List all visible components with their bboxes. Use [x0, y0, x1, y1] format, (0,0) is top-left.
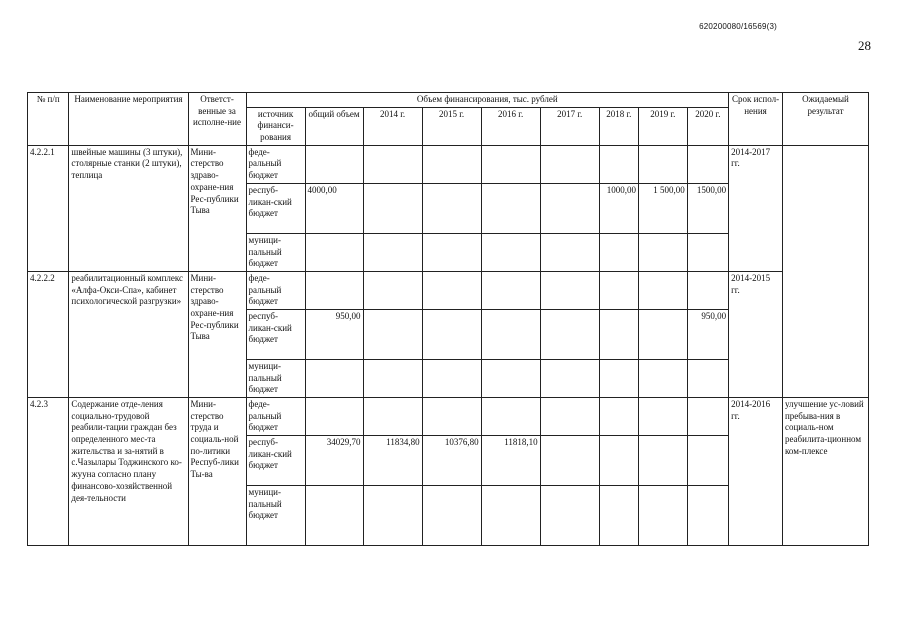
col-year-header: 2015 г. — [422, 107, 481, 145]
cell-year-value — [540, 486, 599, 546]
cell-year-value — [599, 359, 638, 397]
cell-year-value — [363, 145, 422, 183]
cell-year-value: 10376,80 — [422, 436, 481, 486]
cell-year-value — [687, 486, 728, 546]
cell-resp: Мини-стерство здраво-охране-ния Рес-публики Тыва — [188, 145, 246, 271]
cell-total — [305, 233, 363, 271]
cell-source: муници-пальный бюджет — [246, 486, 305, 546]
cell-year-value — [639, 359, 688, 397]
cell-total: 34029,70 — [305, 436, 363, 486]
cell-source: феде-ральный бюджет — [246, 398, 305, 436]
cell-year-value — [540, 183, 599, 233]
cell-year-value — [639, 271, 688, 309]
cell-name: Содержание отде-ления социально-трудовой реабили-тации граждан без определенного мес-та жительства и за-нятий в с.Чазылары Тоджинского ко-жууна согласно плану финансово-хозяйственной дея-тельности — [69, 398, 188, 546]
cell-year-value — [422, 309, 481, 359]
cell-total — [305, 486, 363, 546]
table-row — [28, 271, 869, 309]
col-term-header: Срок испол-нения — [729, 93, 783, 146]
col-year-header: 2019 г. — [639, 107, 688, 145]
cell-source: муници-пальный бюджет — [246, 359, 305, 397]
cell-year-value — [687, 271, 728, 309]
cell-year-value — [639, 233, 688, 271]
cell-year-value — [363, 486, 422, 546]
cell-year-value — [687, 436, 728, 486]
cell-term: 2014-2015 гг. — [729, 271, 783, 397]
table-row — [28, 145, 869, 183]
cell-year-value: 1000,00 — [599, 183, 638, 233]
cell-year-value — [481, 486, 540, 546]
table-row — [28, 398, 869, 436]
cell-year-value — [639, 309, 688, 359]
cell-year-value — [540, 145, 599, 183]
col-year-header: 2017 г. — [540, 107, 599, 145]
cell-source: феде-ральный бюджет — [246, 145, 305, 183]
cell-year-value — [599, 145, 638, 183]
cell-result — [782, 145, 868, 397]
cell-resp: Мини-стерство здраво-охране-ния Рес-публики Тыва — [188, 271, 246, 397]
cell-year-value — [540, 398, 599, 436]
cell-term: 2014-2017 гг. — [729, 145, 783, 271]
financing-table — [27, 92, 869, 546]
cell-total — [305, 359, 363, 397]
cell-source: муници-пальный бюджет — [246, 233, 305, 271]
cell-year-value — [540, 436, 599, 486]
col-year-header: 2020 г. — [687, 107, 728, 145]
cell-year-value — [422, 359, 481, 397]
cell-year-value — [363, 233, 422, 271]
cell-year-value: 11834,80 — [363, 436, 422, 486]
cell-year-value — [481, 398, 540, 436]
col-no-header: № п/п — [28, 93, 69, 146]
cell-name: реабилитационный комплекс «Алфа-Окси-Спа», кабинет психологической разгрузки» — [69, 271, 188, 397]
cell-total: 4000,00 — [305, 183, 363, 233]
cell-year-value — [363, 271, 422, 309]
cell-source: феде-ральный бюджет — [246, 271, 305, 309]
cell-year-value — [363, 183, 422, 233]
cell-year-value — [363, 359, 422, 397]
cell-year-value — [687, 145, 728, 183]
cell-year-value — [363, 398, 422, 436]
cell-year-value — [599, 398, 638, 436]
cell-year-value — [599, 486, 638, 546]
cell-year-value — [422, 183, 481, 233]
cell-year-value — [481, 271, 540, 309]
cell-source: респуб-ликан-ский бюджет — [246, 436, 305, 486]
cell-year-value — [422, 233, 481, 271]
cell-year-value — [422, 486, 481, 546]
cell-year-value — [540, 309, 599, 359]
cell-source: респуб-ликан-ский бюджет — [246, 309, 305, 359]
cell-year-value — [687, 398, 728, 436]
cell-year-value — [422, 271, 481, 309]
cell-year-value — [599, 271, 638, 309]
cell-year-value — [639, 436, 688, 486]
col-year-header: 2016 г. — [481, 107, 540, 145]
document-id: 620200080/16569(3) — [699, 22, 777, 31]
col-resp-header: Ответст-венные за исполне-ние — [188, 93, 246, 146]
cell-result: улучшение ус-ловий пребыва-ния в социаль-ном реабилита-ционном ком-плексе — [782, 398, 868, 546]
cell-year-value: 1500,00 — [687, 183, 728, 233]
cell-year-value — [481, 359, 540, 397]
cell-total: 950,00 — [305, 309, 363, 359]
cell-year-value — [639, 486, 688, 546]
col-total-header: общий объем — [305, 107, 363, 145]
cell-year-value — [599, 309, 638, 359]
cell-no: 4.2.3 — [28, 398, 69, 546]
cell-year-value — [540, 271, 599, 309]
cell-year-value — [481, 183, 540, 233]
cell-resp: Мини-стерство труда и социаль-ной по-литики Респуб-лики Ты-ва — [188, 398, 246, 546]
cell-year-value — [422, 145, 481, 183]
cell-year-value: 11818,10 — [481, 436, 540, 486]
col-volume-header: Объем финансирования, тыс. рублей — [246, 93, 729, 108]
cell-total — [305, 271, 363, 309]
cell-year-value — [639, 398, 688, 436]
cell-year-value: 1 500,00 — [639, 183, 688, 233]
cell-year-value — [422, 398, 481, 436]
cell-year-value — [540, 233, 599, 271]
col-year-header: 2014 г. — [363, 107, 422, 145]
cell-total — [305, 145, 363, 183]
col-name-header: Наименование мероприятия — [69, 93, 188, 146]
cell-total — [305, 398, 363, 436]
col-result-header: Ожидаемый результат — [782, 93, 868, 146]
cell-year-value — [639, 145, 688, 183]
cell-year-value — [687, 359, 728, 397]
page-number: 28 — [858, 38, 871, 53]
cell-no: 4.2.2.1 — [28, 145, 69, 271]
cell-year-value — [481, 233, 540, 271]
cell-year-value — [540, 359, 599, 397]
cell-year-value — [363, 309, 422, 359]
cell-year-value — [481, 145, 540, 183]
cell-year-value — [599, 436, 638, 486]
cell-year-value — [599, 233, 638, 271]
cell-year-value — [481, 309, 540, 359]
cell-year-value — [687, 233, 728, 271]
col-year-header: 2018 г. — [599, 107, 638, 145]
cell-source: респуб-ликан-ский бюджет — [246, 183, 305, 233]
cell-year-value: 950,00 — [687, 309, 728, 359]
col-source-header: источник финанси-рования — [246, 107, 305, 145]
cell-no: 4.2.2.2 — [28, 271, 69, 397]
cell-name: швейные машины (3 штуки), столярные станки (2 штуки), теплица — [69, 145, 188, 271]
cell-term: 2014-2016 гг. — [729, 398, 783, 546]
